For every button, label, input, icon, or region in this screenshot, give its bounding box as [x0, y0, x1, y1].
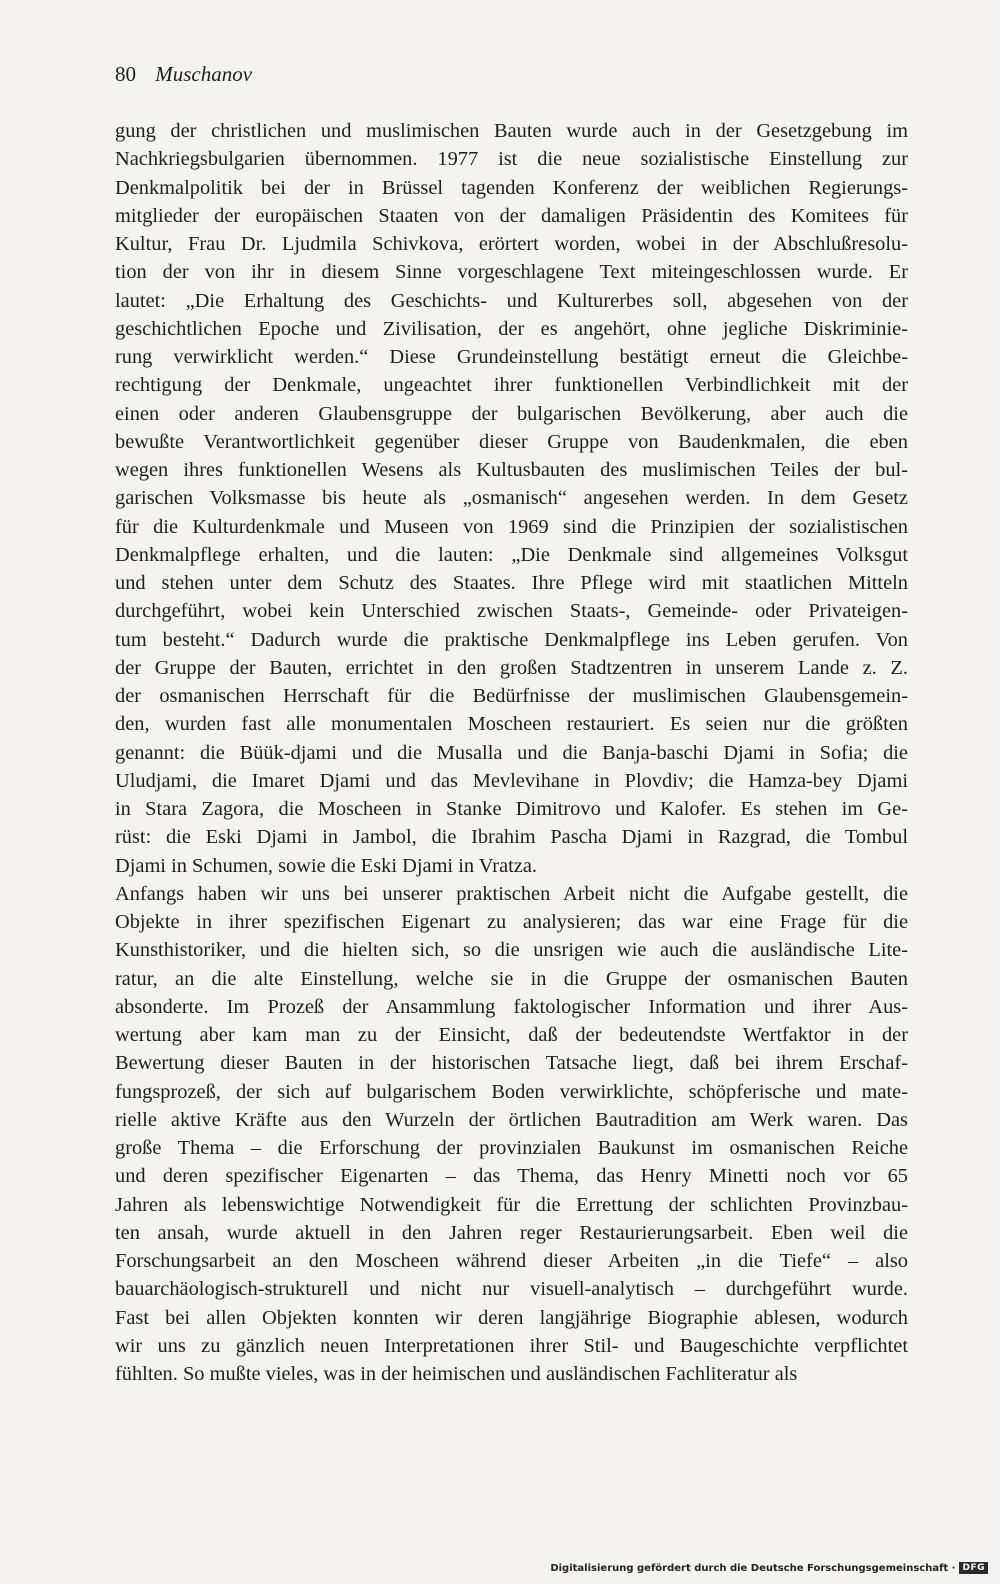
text-line: einen oder anderen Glaubensgruppe der bulgarischen Bevölkerung, aber auch die [115, 402, 908, 425]
paragraph [115, 880, 908, 1389]
text-line: lautet: „Die Erhaltung des Geschichts- und Kulturerbes soll, abgesehen von der [115, 289, 908, 312]
text-line: rung verwirklicht werden.“ Diese Grundeinstellung bestätigt erneut die Gleichbe- [115, 346, 908, 368]
text-line: bauarchäologisch-strukturell und nicht nur visuell-analytisch – durchgeführt wurde. [115, 1278, 908, 1301]
text-line: Forschungsarbeit an den Moscheen während dieser Arbeiten „in die Tiefe“ – also [115, 1250, 908, 1272]
text-line: genannt: die Büük-djami und die Musalla und die Banja-baschi Djami in Sofia; die [115, 741, 908, 764]
text-line: ten ansah, wurde aktuell in den Jahren reger Restaurierungsarbeit. Eben weil die [115, 1221, 908, 1244]
digitization-credit [550, 1562, 988, 1574]
text-line: ratur, an die alte Einstellung, welche sie in die Gruppe der osmanischen Bauten [115, 967, 908, 990]
text-line: Denkmalpolitik bei der in Brüssel tagenden Konferenz der weiblichen Regierungs- [115, 176, 908, 199]
text-line: Denkmalpflege erhalten, und die lauten: „Die Denkmale sind allgemeines Volksgut [115, 543, 908, 566]
text-line: Objekte in ihrer spezifischen Eigenart zu analysieren; das war eine Frage für die [115, 911, 908, 933]
text-line: der Gruppe der Bauten, errichtet in den großen Stadtzentren in unserem Lande z. Z. [115, 656, 908, 679]
text-line: Uludjami, die Imaret Djami und das Mevlevihane in Plovdiv; die Hamza-bey Djami [115, 769, 908, 792]
text-line: gung der christlichen und muslimischen Bauten wurde auch in der Gesetzgebung im [115, 120, 908, 142]
text-line: Nachkriegsbulgarien übernommen. 1977 ist die neue sozialistische Einstellung zur [115, 148, 908, 171]
text-line: den, wurden fast alle monumentalen Moscheen restauriert. Es seien nur die größten [115, 713, 908, 736]
text-line: tion der von ihr in diesem Sinne vorgeschlagene Text miteingeschlossen wurde. Er [115, 261, 908, 284]
text-line: mitglieder der europäischen Staaten von der damaligen Präsidentin des Komitees für [115, 204, 908, 227]
text-line: und stehen unter dem Schutz des Staates. Ihre Pflege wird mit staatlichen Mitteln [115, 572, 908, 594]
digitization-credit-text: Digitalisierung gefördert durch die Deutsche Forschungsgemeinschaft · [550, 1562, 956, 1574]
text-line: Jahren als lebenswichtige Notwendigkeit für die Errettung der schlichten Provinzbau- [115, 1193, 908, 1216]
body-text [115, 117, 908, 1388]
text-line: für die Kulturdenkmale und Museen von 1969 sind die Prinzipien der sozialistischen [115, 515, 908, 538]
text-line: tum besteht.“ Dadurch wurde die praktische Denkmalpflege ins Leben gerufen. Von [115, 628, 908, 651]
text-line: Kunsthistoriker, und die hielten sich, so die unsrigen wie auch die ausländische Lite- [115, 939, 908, 962]
text-line: garischen Volksmasse bis heute als „osmanisch“ angesehen werden. In dem Gesetz [115, 487, 908, 510]
paragraph-container [115, 117, 908, 1388]
text-line: durchgeführt, wobei kein Unterschied zwischen Staats-, Gemeinde- oder Privateigen- [115, 600, 908, 623]
text-line: und deren spezifischer Eigenarten – das Thema, das Henry Minetti noch vor 65 [115, 1165, 908, 1188]
text-line: Anfangs haben wir uns bei unserer praktischen Arbeit nicht die Aufgabe gestellt, die [115, 882, 908, 905]
text-line: der osmanischen Herrschaft für die Bedürfnisse der muslimischen Glaubensgemein- [115, 685, 908, 707]
running-head-author: Muschanov [155, 62, 253, 86]
text-line: fungsprozeß, der sich auf bulgarischem Boden verwirklichte, schöpferische und mate- [115, 1080, 908, 1103]
dfg-logo-icon: DFG [959, 1562, 988, 1574]
text-line: in Stara Zagora, die Moscheen in Stanke Dimitrovo und Kalofer. Es stehen im Ge- [115, 798, 908, 820]
text-line: geschichtlichen Epoche und Zivilisation, der es angehört, ohne jegliche Diskriminie- [115, 317, 908, 340]
text-line: rechtigung der Denkmale, ungeachtet ihrer funktionellen Verbindlichkeit mit der [115, 374, 908, 397]
text-line: rielle aktive Kräfte aus den Wurzeln der örtlichen Bautradition am Werk waren. Das [115, 1108, 908, 1131]
text-line: bewußte Verantwortlichkeit gegenüber dieser Gruppe von Baudenkmalen, die eben [115, 430, 908, 453]
text-line: wertung aber kam man zu der Einsicht, daß der bedeutendste Wertfaktor in der [115, 1024, 908, 1046]
text-line: Djami in Schumen, sowie die Eski Djami in Vratza. [115, 854, 537, 877]
running-head [115, 60, 252, 88]
paragraph [115, 117, 908, 880]
text-line: absonderte. Im Prozeß der Ansammlung faktologischer Information und ihrer Aus- [115, 995, 908, 1018]
text-line: Fast bei allen Objekten konnten wir deren langjährige Biographie ablesen, wodurch [115, 1306, 908, 1329]
text-line: Bewertung dieser Bauten in der historischen Tatsache liegt, daß bei ihrem Erschaf- [115, 1052, 908, 1075]
text-line: rüst: die Eski Djami in Jambol, die Ibrahim Pascha Djami in Razgrad, die Tombul [115, 826, 908, 849]
text-line: fühlten. So mußte vieles, was in der heimischen und ausländischen Fachliteratur als [115, 1363, 798, 1385]
text-line: große Thema – die Erforschung der provinzialen Baukunst im osmanischen Reiche [115, 1137, 908, 1159]
page-number: 80 [115, 62, 136, 86]
text-line: Kultur, Frau Dr. Ljudmila Schivkova, erörtert worden, wobei in der Abschlußresolu- [115, 233, 908, 255]
text-line: wir uns zu gänzlich neuen Interpretationen ihrer Stil- und Baugeschichte verpflichtet [115, 1334, 908, 1357]
text-line: wegen ihres funktionellen Wesens als Kultusbauten des muslimischen Teiles der bul- [115, 459, 908, 481]
